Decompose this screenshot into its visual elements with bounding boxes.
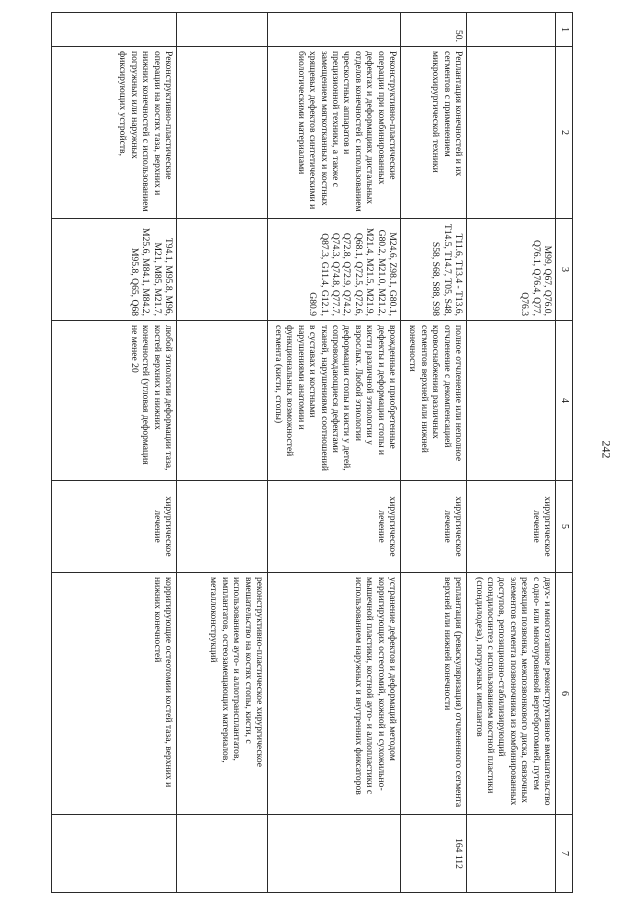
treatment-method: корригирующие остеотомии костей таза, верхних и нижних конечностей bbox=[52, 573, 177, 815]
cost-value bbox=[467, 815, 556, 893]
procedure-name: Реконструктивно-пластические операции при комбинированных дефектах и деформациях дистальных отделов конечностей с использованием чрескостных аппаратов и прецизионной техники, а также с замещением мягкотканных и костных хрящевых дефектов синтетическими и биологическими материалами bbox=[268, 47, 401, 219]
column-header: 2 bbox=[556, 47, 573, 219]
table-row bbox=[268, 13, 401, 893]
patient-model: полное отчленение или неполное отчленение с декомпенсацией кровоснабжения различных сегментов верхней или нижней конечности bbox=[401, 321, 467, 481]
cost-value bbox=[268, 815, 401, 893]
treatment-type: хирургическое лечение bbox=[268, 481, 401, 573]
column-header: 1 bbox=[556, 13, 573, 47]
table-row bbox=[467, 13, 556, 893]
patient-model bbox=[177, 321, 268, 481]
row-number bbox=[268, 13, 401, 47]
treatment-method: устранение дефектов и деформаций методом корригирующих остеотомий, кожной и сухожильно-мышечной пластики, костной ауто- и аллопластики с использованием наружных и внутренних фиксаторов bbox=[268, 573, 401, 815]
procedure-name: Реплантация конечностей и их сегментов с применением микрохирургической техники bbox=[401, 47, 467, 219]
cost-value bbox=[177, 815, 268, 893]
icd-codes: M24.6, Z98.1, G80.1, G80.2, M21.0, M21.2, M21.4, M21.5, M21.9, Q68.1, Q72.5, Q72.6, Q72.8, Q72.9, Q74.2, Q74.3, Q74.8, Q77.7, Q87.3, G11.4, G12.1, G80.9 bbox=[268, 219, 401, 321]
icd-codes bbox=[177, 219, 268, 321]
treatment-type: хирургическое лечение bbox=[52, 481, 177, 573]
column-header: 7 bbox=[556, 815, 573, 893]
treatment-type bbox=[177, 481, 268, 573]
cost-value bbox=[52, 815, 177, 893]
icd-codes: M99, Q67, Q76.0, Q76.1, Q76.4, Q77, Q76.3 bbox=[467, 219, 556, 321]
row-number bbox=[177, 13, 268, 47]
patient-model: врожденные и приобретенные дефекты и деформации стопы и кисти различной этиологии у взрослых. Любой этиологии деформации стопы и кисти у детей, сопровождающиеся дефектами тканей, нарушениями соотношений в суставах и костными нарушениями анатомии и функциональных возможностей сегмента (кисти, стопы) bbox=[268, 321, 401, 481]
procedure-name: Реконструктивно-пластические операции на костях таза, верхних и нижних конечностей с использованием погружных или наружных фиксирующих устройств, bbox=[52, 47, 177, 219]
row-number bbox=[467, 13, 556, 47]
cost-value: 164 112 bbox=[401, 815, 467, 893]
row-number: 50. bbox=[401, 13, 467, 47]
table-row bbox=[52, 13, 177, 893]
document-body bbox=[47, 12, 573, 892]
icd-codes: T11.6, T13.4 - T13.6, T14.5, T14.7, T05, S48, S58, S68, S88, S98 bbox=[401, 219, 467, 321]
treatment-method: реплантация (реваскуляризация) отчлененного сегмента верхней или нижней конечности bbox=[401, 573, 467, 815]
procedure-name bbox=[467, 47, 556, 219]
treatment-method: двух- и многоэтапное реконструктивное вмешательство с одно- или многоуровневой вертебротомией, путем резекции позвонка, межпозвонкового диска, связочных элементов сегмента позвоночника из комбинированных доступов, репозиционно-стабилизирующий спондилосинтез с использованием костной пластики (спондилодеза), погружных имплантов bbox=[467, 573, 556, 815]
treatment-method: реконструктивно-пластическое хирургическое вмешательство на костях стопы, кисти, с использованием ауто- и аллотрансплантатов, имплантатов, остеозамещающих материалов, металлоконструкций bbox=[177, 573, 268, 815]
patient-model bbox=[467, 321, 556, 481]
procedure-name bbox=[177, 47, 268, 219]
patient-model: любой этиологии деформации таза, костей верхних и нижних конечностей (угловая деформация не менее 20 bbox=[52, 321, 177, 481]
column-header: 3 bbox=[556, 219, 573, 321]
treatment-type: хирургическое лечение bbox=[401, 481, 467, 573]
column-header: 6 bbox=[556, 573, 573, 815]
treatment-type: хирургическое лечение bbox=[467, 481, 556, 573]
column-header: 5 bbox=[556, 481, 573, 573]
table-row bbox=[177, 13, 268, 893]
table-row bbox=[401, 13, 467, 893]
row-number bbox=[52, 13, 177, 47]
icd-codes: T94.1, M95.8, M96, M21, M85, M21.7, M25.6, M84.1, M84.2, M95.8, Q65, Q68 bbox=[52, 219, 177, 321]
column-header: 4 bbox=[556, 321, 573, 481]
treatment-table bbox=[51, 12, 573, 893]
page-number: 242 bbox=[599, 440, 614, 459]
header-row bbox=[556, 13, 573, 893]
